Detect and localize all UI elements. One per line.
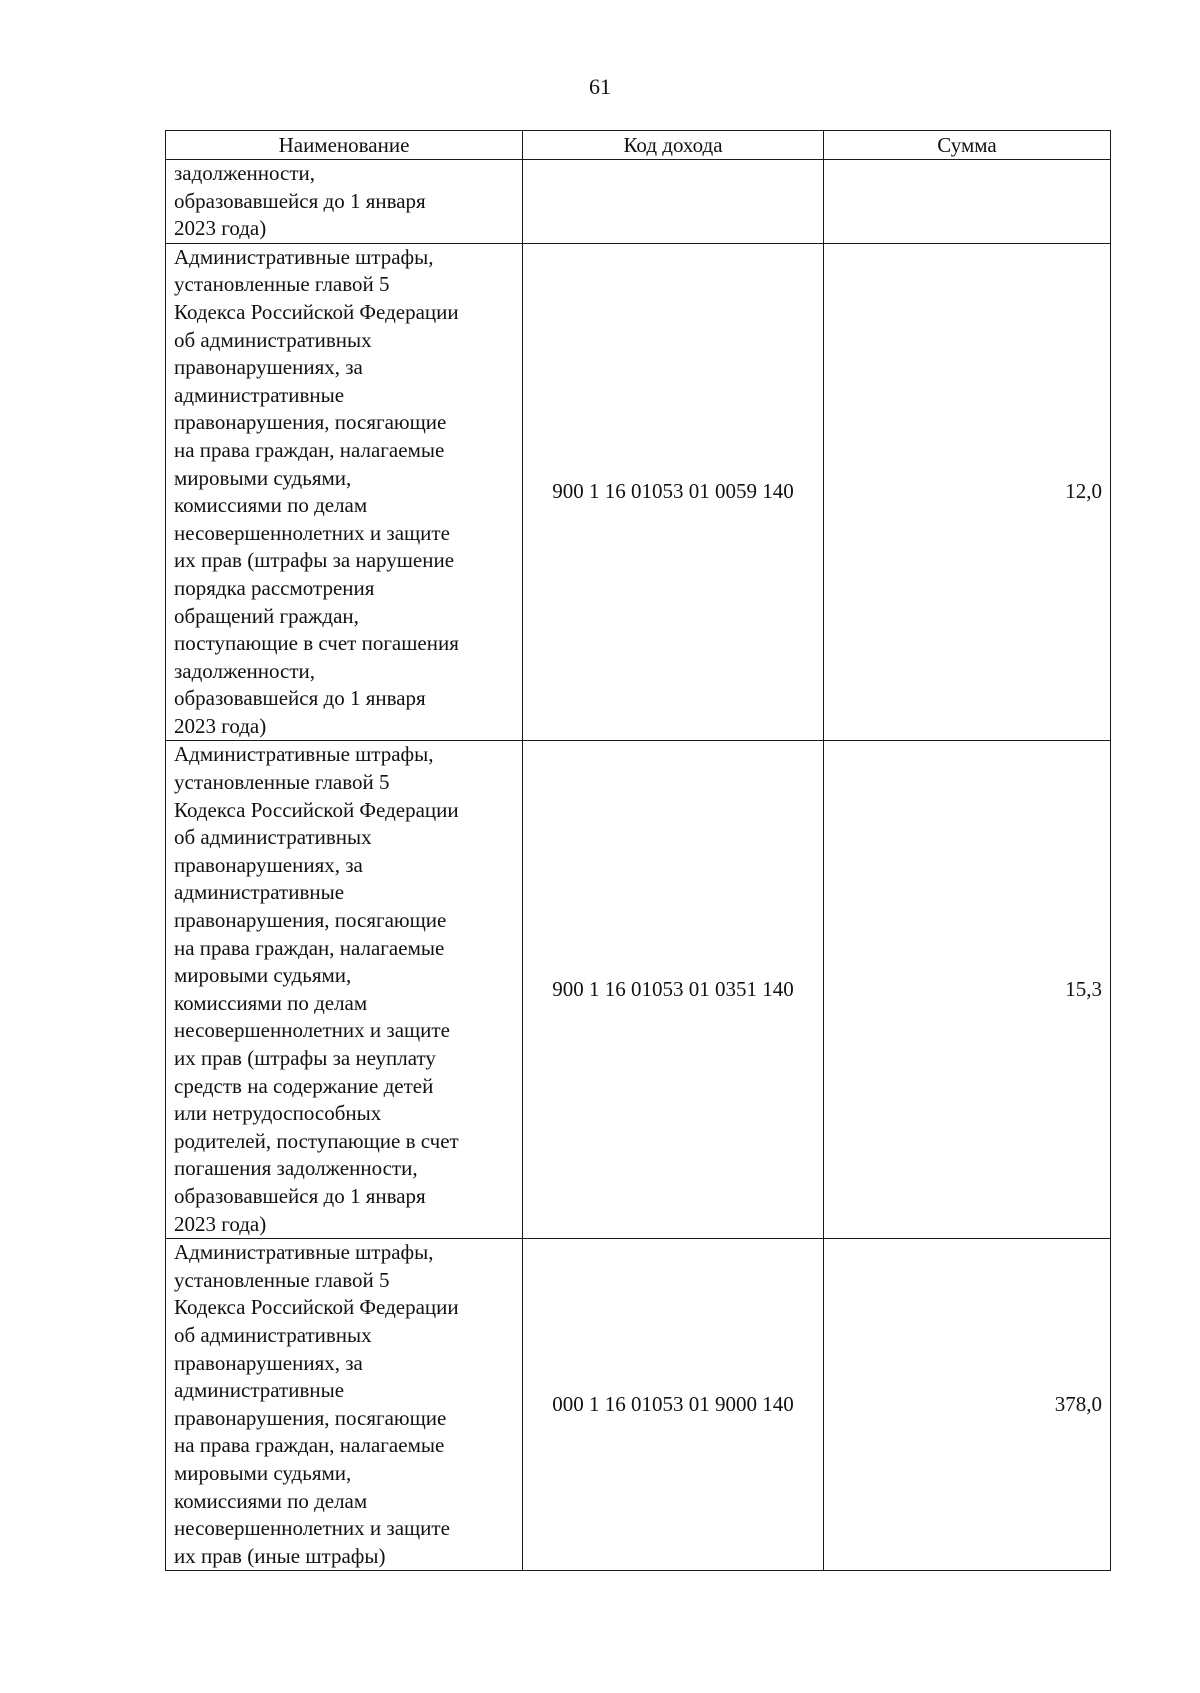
table-header-row bbox=[166, 131, 1111, 160]
header-sum: Сумма bbox=[824, 131, 1111, 160]
row-code: 900 1 16 01053 01 0059 140 bbox=[523, 243, 824, 741]
row-sum: 15,3 bbox=[824, 741, 1111, 1239]
row-code: 900 1 16 01053 01 0351 140 bbox=[523, 741, 824, 1239]
row-sum: 12,0 bbox=[824, 243, 1111, 741]
page-number: 61 bbox=[589, 74, 611, 99]
row-name: Административные штрафы, установленные главой 5 Кодекса Российской Федерации об административных правонарушениях, за административные правонарушения, посягающие на права граждан, налагаемые мировыми судьями, комиссиями по делам несовершеннолетних и защите их прав (иные штрафы) bbox=[166, 1239, 523, 1571]
row-sum bbox=[824, 160, 1111, 244]
row-code bbox=[523, 160, 824, 244]
row-name: Административные штрафы, установленные главой 5 Кодекса Российской Федерации об административных правонарушениях, за административные правонарушения, посягающие на права граждан, налагаемые мировыми судьями, комиссиями по делам несовершеннолетних и защите их прав (штрафы за нарушение порядка рассмотрения обращений граждан, поступающие в счет погашения задолженности, образовавшейся до 1 января 2023 года) bbox=[166, 243, 523, 741]
header-name: Наименование bbox=[166, 131, 523, 160]
table-row bbox=[166, 741, 1111, 1239]
income-table bbox=[165, 130, 1111, 1571]
table-row bbox=[166, 243, 1111, 741]
row-name: Административные штрафы, установленные главой 5 Кодекса Российской Федерации об административных правонарушениях, за административные правонарушения, посягающие на права граждан, налагаемые мировыми судьями, комиссиями по делам несовершеннолетних и защите их прав (штрафы за неуплату средств на содержание детей или нетрудоспособных родителей, поступающие в счет погашения задолженности, образовавшейся до 1 января 2023 года) bbox=[166, 741, 523, 1239]
header-code: Код дохода bbox=[523, 131, 824, 160]
row-sum: 378,0 bbox=[824, 1239, 1111, 1571]
table-row bbox=[166, 160, 1111, 244]
row-code: 000 1 16 01053 01 9000 140 bbox=[523, 1239, 824, 1571]
table-row bbox=[166, 1239, 1111, 1571]
row-name: задолженности, образовавшейся до 1 января 2023 года) bbox=[166, 160, 523, 244]
